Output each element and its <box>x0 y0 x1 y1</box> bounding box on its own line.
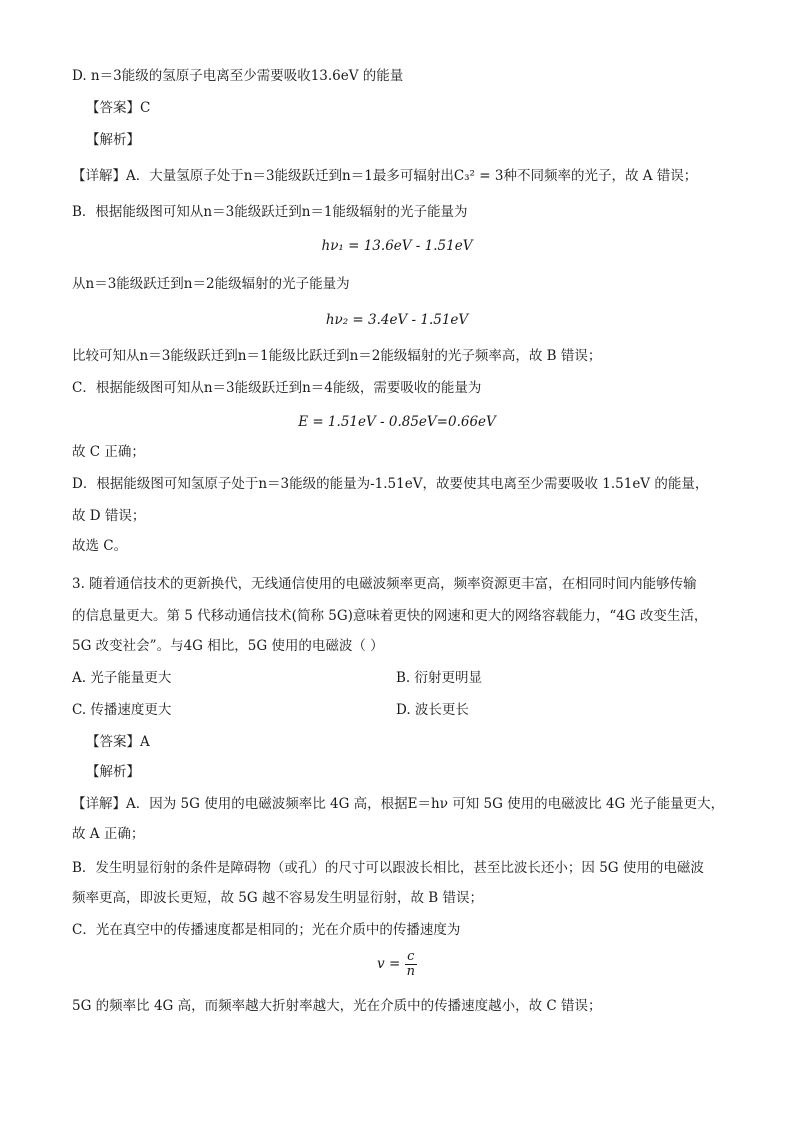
q3-analysis-heading: 【解析】 <box>86 764 140 780</box>
q3-detail-a2: 故 A 正确； <box>72 826 145 842</box>
q3-option-b: B. 衍射更明显 <box>396 670 483 686</box>
q3-stem-line-3: 5G 改变社会”。与4G 相比，5G 使用的电磁波（ ） <box>72 638 384 654</box>
q3-equation-fraction <box>405 950 417 979</box>
q3-option-c: C. 传播速度更大 <box>72 702 172 718</box>
q3-stem-line-1: 3. 随着通信技术的更新换代，无线通信使用的电磁波频率更高，频率资源更丰富，在相同时间内能够传输 <box>72 576 697 592</box>
q2-answer: 【答案】C <box>86 100 151 116</box>
q3-stem-line-2: 的信息量更大。第 5 代移动通信技术(简称 5G)意味着更快的网速和更大的网络容载能力，“4G 改变生活， <box>72 608 708 624</box>
q2-detail-c2: 故 C 正确； <box>72 444 145 460</box>
q3-equation-denominator: n <box>406 964 415 979</box>
q2-conclusion: 故选 C。 <box>72 538 128 554</box>
q2-analysis-heading: 【解析】 <box>86 132 140 148</box>
q2-equation-1 <box>0 236 794 256</box>
q2-equation-2 <box>0 310 794 330</box>
q3-detail-a1: 【详解】A．因为 5G 使用的电磁波频率比 4G 高，根据E＝hν 可知 5G 使用的电磁波比 4G 光子能量更大， <box>72 796 725 812</box>
q3-detail-c2: 5G 的频率比 4G 高，而频率越大折射率越大，光在介质中的传播速度越小，故 C 错误； <box>72 998 602 1014</box>
q3-equation-lhs: v = <box>377 956 401 972</box>
q3-answer: 【答案】A <box>86 734 150 750</box>
q2-detail-b1: B．根据能级图可知从n＝3能级跃迁到n＝1能级辐射的光子能量为 <box>72 204 468 220</box>
q3-equation-numerator: c <box>405 950 417 965</box>
q2-detail-a: 【详解】A．大量氢原子处于n＝3能级跃迁到n＝1最多可辐射出C₃² = 3种不同频率的光子，故 A 错误； <box>72 168 698 184</box>
q2-detail-c1: C．根据能级图可知从n＝3能级跃迁到n＝4能级，需要吸收的能量为 <box>72 380 482 396</box>
q2-detail-b3: 比较可知从n＝3能级跃迁到n＝1能级比跃迁到n＝2能级辐射的光子频率高，故 B 错误； <box>72 348 602 364</box>
q3-equation-v <box>0 950 794 979</box>
q2-equation-1-text: hν₁ = 13.6eV - 1.51eV <box>321 238 473 254</box>
q2-detail-d1: D．根据能级图可知氢原子处于n＝3能级的能量为-1.51eV，故要使其电离至少需要吸收 1.51eV 的能量， <box>72 476 709 492</box>
q2-equation-2-text: hν₂ = 3.4eV - 1.51eV <box>325 312 469 328</box>
q2-equation-3 <box>0 412 794 432</box>
q2-equation-3-text: E = 1.51eV - 0.85eV=0.66eV <box>298 414 496 430</box>
q3-option-d: D. 波长更长 <box>396 702 469 718</box>
q2-detail-b2: 从n＝3能级跃迁到n＝2能级辐射的光子能量为 <box>72 276 350 292</box>
q3-detail-c1: C．光在真空中的传播速度都是相同的；光在介质中的传播速度为 <box>72 922 461 938</box>
q3-option-a: A. 光子能量更大 <box>72 670 172 686</box>
q2-detail-d2: 故 D 错误； <box>72 508 146 524</box>
q2-option-d: D. n＝3能级的氢原子电离至少需要吸收13.6eV 的能量 <box>72 68 404 84</box>
q3-detail-b1: B．发生明显衍射的条件是障碍物（或孔）的尺寸可以跟波长相比，甚至比波长还小；因 5G 使用的电磁波 <box>72 860 704 876</box>
q3-detail-b2: 频率更高，即波长更短，故 5G 越不容易发生明显衍射，故 B 错误； <box>72 890 483 906</box>
